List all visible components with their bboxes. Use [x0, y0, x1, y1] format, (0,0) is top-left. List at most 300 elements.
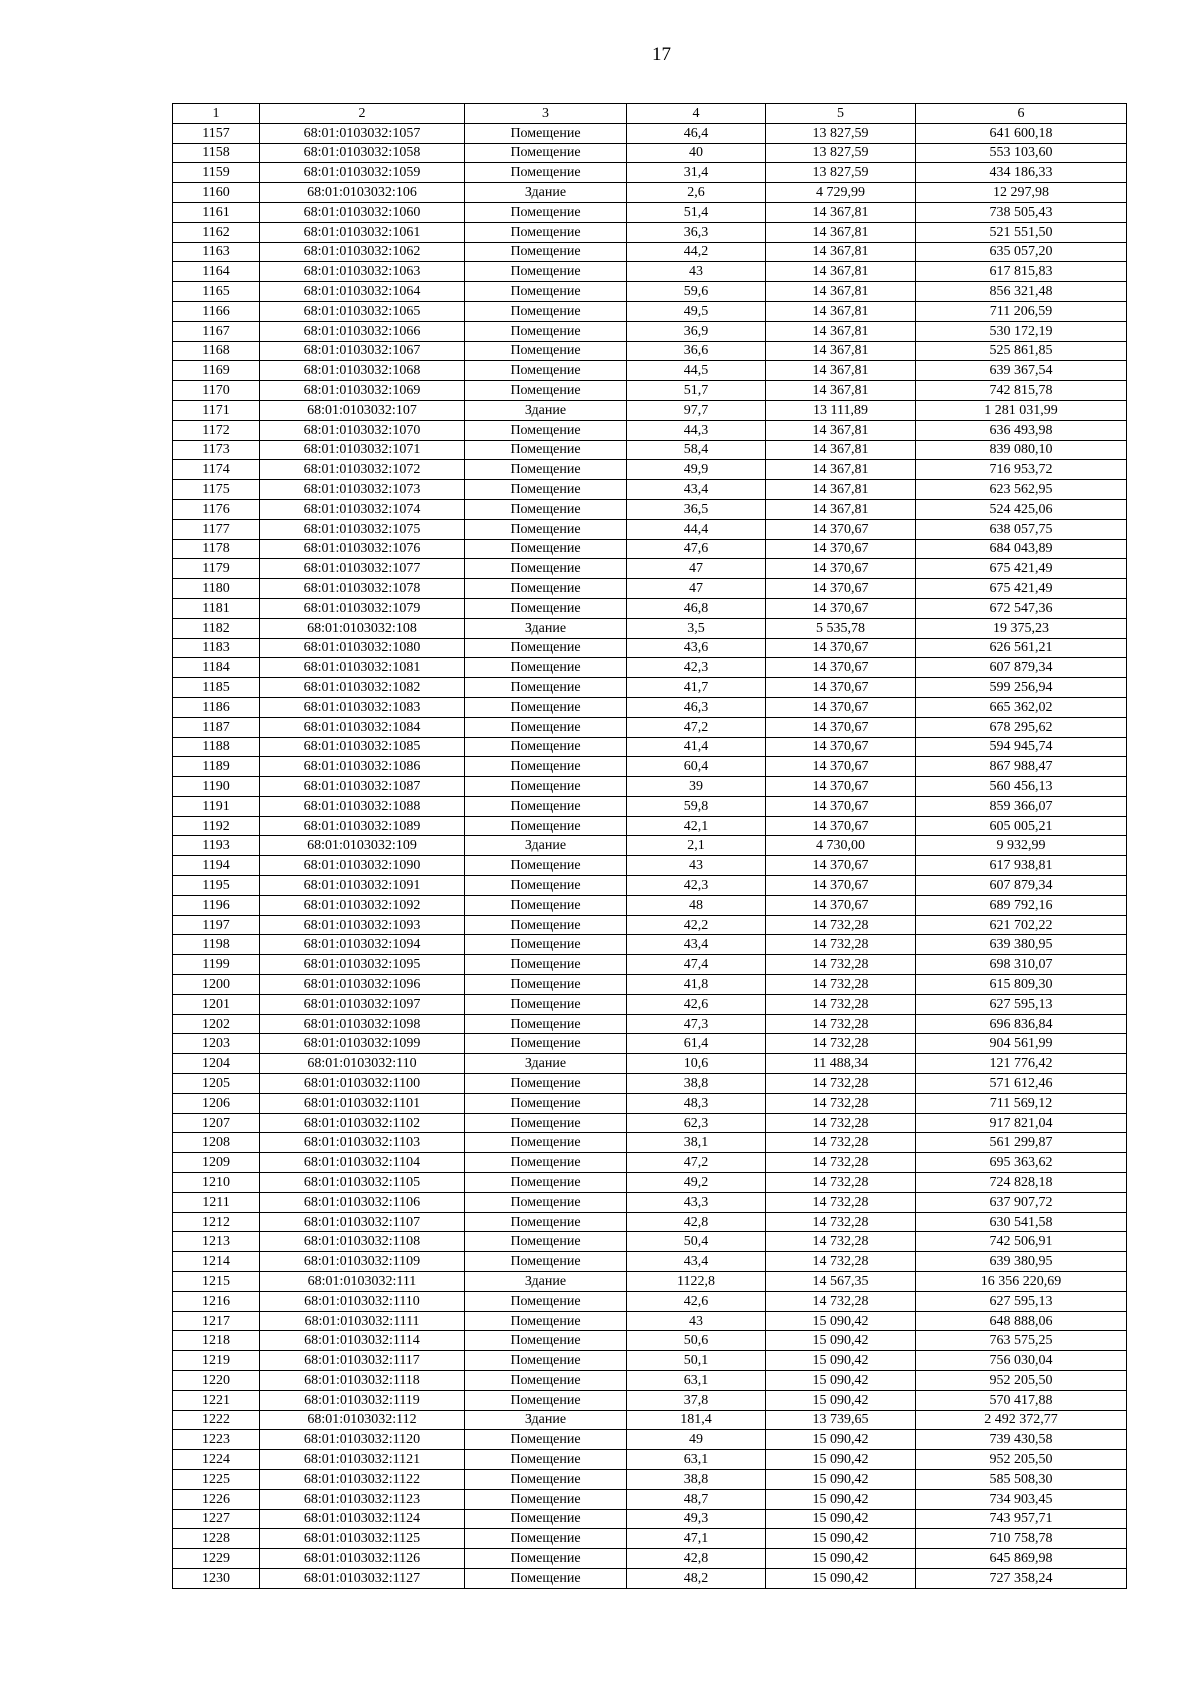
- unit-value-cell: 15 090,42: [766, 1371, 916, 1391]
- cadastral-value-cell: 560 456,13: [916, 777, 1127, 797]
- table-row: [173, 737, 1127, 757]
- cadastral-value-cell: 12 297,98: [916, 183, 1127, 203]
- object-type-cell: Помещение: [465, 262, 627, 282]
- cadastral-value-cell: 9 932,99: [916, 836, 1127, 856]
- object-type-cell: Помещение: [465, 1390, 627, 1410]
- object-type-cell: Помещение: [465, 123, 627, 143]
- object-type-cell: Помещение: [465, 1192, 627, 1212]
- unit-value-cell: 15 090,42: [766, 1509, 916, 1529]
- table-row: [173, 579, 1127, 599]
- table-row: [173, 836, 1127, 856]
- area-cell: 48,3: [627, 1093, 766, 1113]
- cadastral-value-cell: 626 561,21: [916, 638, 1127, 658]
- cadastral-value-cell: 530 172,19: [916, 321, 1127, 341]
- cadastral-number-cell: 68:01:0103032:1076: [260, 539, 465, 559]
- area-cell: 49,3: [627, 1509, 766, 1529]
- unit-value-cell: 14 370,67: [766, 856, 916, 876]
- column-header-6: 6: [916, 104, 1127, 124]
- area-cell: 51,4: [627, 202, 766, 222]
- table-row: [173, 1469, 1127, 1489]
- cadastral-number-cell: 68:01:0103032:1114: [260, 1331, 465, 1351]
- unit-value-cell: 13 111,89: [766, 400, 916, 420]
- object-type-cell: Помещение: [465, 579, 627, 599]
- unit-value-cell: 14 732,28: [766, 1133, 916, 1153]
- cadastral-value-cell: 711 569,12: [916, 1093, 1127, 1113]
- cadastral-number-cell: 68:01:0103032:1109: [260, 1252, 465, 1272]
- area-cell: 47,4: [627, 955, 766, 975]
- table-row: [173, 301, 1127, 321]
- object-type-cell: Помещение: [465, 1153, 627, 1173]
- unit-value-cell: 14 367,81: [766, 341, 916, 361]
- object-type-cell: Помещение: [465, 361, 627, 381]
- unit-value-cell: 14 732,28: [766, 1034, 916, 1054]
- area-cell: 63,1: [627, 1450, 766, 1470]
- table-row: [173, 935, 1127, 955]
- cadastral-number-cell: 68:01:0103032:1123: [260, 1489, 465, 1509]
- cadastral-value-cell: 16 356 220,69: [916, 1272, 1127, 1292]
- unit-value-cell: 5 535,78: [766, 618, 916, 638]
- unit-value-cell: 14 732,28: [766, 1173, 916, 1193]
- cadastral-number-cell: 68:01:0103032:110: [260, 1054, 465, 1074]
- area-cell: 42,8: [627, 1549, 766, 1569]
- unit-value-cell: 14 367,81: [766, 361, 916, 381]
- unit-value-cell: 14 370,67: [766, 895, 916, 915]
- table-row: [173, 1351, 1127, 1371]
- table-row: [173, 1014, 1127, 1034]
- cadastral-value-cell: 952 205,50: [916, 1450, 1127, 1470]
- row-number-cell: 1160: [173, 183, 260, 203]
- object-type-cell: Помещение: [465, 480, 627, 500]
- row-number-cell: 1169: [173, 361, 260, 381]
- unit-value-cell: 14 370,67: [766, 816, 916, 836]
- row-number-cell: 1209: [173, 1153, 260, 1173]
- object-type-cell: Помещение: [465, 341, 627, 361]
- unit-value-cell: 15 090,42: [766, 1549, 916, 1569]
- area-cell: 44,4: [627, 519, 766, 539]
- object-type-cell: Помещение: [465, 598, 627, 618]
- table-row: [173, 1232, 1127, 1252]
- cadastral-number-cell: 68:01:0103032:1127: [260, 1568, 465, 1588]
- table-row: [173, 282, 1127, 302]
- area-cell: 2,6: [627, 183, 766, 203]
- table-row: [173, 598, 1127, 618]
- unit-value-cell: 4 729,99: [766, 183, 916, 203]
- cadastral-value-cell: 734 903,45: [916, 1489, 1127, 1509]
- cadastral-value-cell: 639 380,95: [916, 935, 1127, 955]
- cadastral-number-cell: 68:01:0103032:108: [260, 618, 465, 638]
- object-type-cell: Здание: [465, 183, 627, 203]
- table-row: [173, 796, 1127, 816]
- cadastral-value-cell: 1 281 031,99: [916, 400, 1127, 420]
- area-cell: 43,4: [627, 480, 766, 500]
- object-type-cell: Помещение: [465, 856, 627, 876]
- table-row: [173, 816, 1127, 836]
- unit-value-cell: 14 732,28: [766, 1074, 916, 1094]
- object-type-cell: Помещение: [465, 381, 627, 401]
- cadastral-value-cell: 635 057,20: [916, 242, 1127, 262]
- cadastral-value-cell: 553 103,60: [916, 143, 1127, 163]
- cadastral-number-cell: 68:01:0103032:1083: [260, 697, 465, 717]
- cadastral-value-cell: 645 869,98: [916, 1549, 1127, 1569]
- cadastral-number-cell: 68:01:0103032:1090: [260, 856, 465, 876]
- object-type-cell: Помещение: [465, 1311, 627, 1331]
- area-cell: 47,2: [627, 717, 766, 737]
- table-row: [173, 1331, 1127, 1351]
- object-type-cell: Помещение: [465, 1331, 627, 1351]
- object-type-cell: Помещение: [465, 559, 627, 579]
- unit-value-cell: 13 827,59: [766, 163, 916, 183]
- row-number-cell: 1189: [173, 757, 260, 777]
- area-cell: 3,5: [627, 618, 766, 638]
- row-number-cell: 1161: [173, 202, 260, 222]
- area-cell: 49: [627, 1430, 766, 1450]
- area-cell: 41,4: [627, 737, 766, 757]
- cadastral-value-cell: 856 321,48: [916, 282, 1127, 302]
- cadastral-value-cell: 917 821,04: [916, 1113, 1127, 1133]
- unit-value-cell: 14 370,67: [766, 777, 916, 797]
- cadastral-number-cell: 68:01:0103032:1099: [260, 1034, 465, 1054]
- unit-value-cell: 15 090,42: [766, 1450, 916, 1470]
- unit-value-cell: 14 732,28: [766, 1113, 916, 1133]
- cadastral-value-cell: 524 425,06: [916, 499, 1127, 519]
- object-type-cell: Помещение: [465, 1173, 627, 1193]
- cadastral-number-cell: 68:01:0103032:1105: [260, 1173, 465, 1193]
- unit-value-cell: 14 732,28: [766, 1212, 916, 1232]
- cadastral-number-cell: 68:01:0103032:1098: [260, 1014, 465, 1034]
- table-row: [173, 1549, 1127, 1569]
- object-type-cell: Помещение: [465, 539, 627, 559]
- cadastral-number-cell: 68:01:0103032:1071: [260, 440, 465, 460]
- object-type-cell: Здание: [465, 618, 627, 638]
- cadastral-value-cell: 672 547,36: [916, 598, 1127, 618]
- cadastral-number-cell: 68:01:0103032:1065: [260, 301, 465, 321]
- unit-value-cell: 15 090,42: [766, 1568, 916, 1588]
- row-number-cell: 1229: [173, 1549, 260, 1569]
- cadastral-value-cell: 724 828,18: [916, 1173, 1127, 1193]
- unit-value-cell: 14 370,67: [766, 658, 916, 678]
- cadastral-value-cell: 904 561,99: [916, 1034, 1127, 1054]
- area-cell: 42,8: [627, 1212, 766, 1232]
- row-number-cell: 1191: [173, 796, 260, 816]
- row-number-cell: 1170: [173, 381, 260, 401]
- area-cell: 59,8: [627, 796, 766, 816]
- table-row: [173, 638, 1127, 658]
- row-number-cell: 1187: [173, 717, 260, 737]
- row-number-cell: 1211: [173, 1192, 260, 1212]
- column-header-2: 2: [260, 104, 465, 124]
- cadastral-value-cell: 607 879,34: [916, 876, 1127, 896]
- cadastral-number-cell: 68:01:0103032:1111: [260, 1311, 465, 1331]
- row-number-cell: 1217: [173, 1311, 260, 1331]
- unit-value-cell: 14 732,28: [766, 915, 916, 935]
- row-number-cell: 1195: [173, 876, 260, 896]
- row-number-cell: 1159: [173, 163, 260, 183]
- cadastral-number-cell: 68:01:0103032:1057: [260, 123, 465, 143]
- unit-value-cell: 14 367,81: [766, 262, 916, 282]
- cadastral-number-cell: 68:01:0103032:1121: [260, 1450, 465, 1470]
- unit-value-cell: 11 488,34: [766, 1054, 916, 1074]
- row-number-cell: 1218: [173, 1331, 260, 1351]
- cadastral-number-cell: 68:01:0103032:1064: [260, 282, 465, 302]
- unit-value-cell: 14 367,81: [766, 440, 916, 460]
- object-type-cell: Помещение: [465, 975, 627, 995]
- object-type-cell: Помещение: [465, 420, 627, 440]
- object-type-cell: Помещение: [465, 1351, 627, 1371]
- cadastral-value-cell: 859 366,07: [916, 796, 1127, 816]
- cadastral-value-cell: 711 206,59: [916, 301, 1127, 321]
- cadastral-number-cell: 68:01:0103032:1061: [260, 222, 465, 242]
- row-number-cell: 1206: [173, 1093, 260, 1113]
- table-row: [173, 440, 1127, 460]
- cadastral-number-cell: 68:01:0103032:1096: [260, 975, 465, 995]
- unit-value-cell: 14 732,28: [766, 1232, 916, 1252]
- area-cell: 48,2: [627, 1568, 766, 1588]
- area-cell: 43,4: [627, 1252, 766, 1272]
- row-number-cell: 1208: [173, 1133, 260, 1153]
- unit-value-cell: 14 732,28: [766, 994, 916, 1014]
- cadastral-value-cell: 570 417,88: [916, 1390, 1127, 1410]
- cadastral-value-cell: 627 595,13: [916, 994, 1127, 1014]
- column-header-5: 5: [766, 104, 916, 124]
- row-number-cell: 1176: [173, 499, 260, 519]
- area-cell: 59,6: [627, 282, 766, 302]
- table-row: [173, 1509, 1127, 1529]
- object-type-cell: Помещение: [465, 1529, 627, 1549]
- cadastral-value-cell: 121 776,42: [916, 1054, 1127, 1074]
- cadastral-number-cell: 68:01:0103032:1086: [260, 757, 465, 777]
- object-type-cell: Помещение: [465, 717, 627, 737]
- cadastral-value-cell: 763 575,25: [916, 1331, 1127, 1351]
- object-type-cell: Здание: [465, 1410, 627, 1430]
- table-row: [173, 994, 1127, 1014]
- table-row: [173, 460, 1127, 480]
- unit-value-cell: 14 367,81: [766, 321, 916, 341]
- unit-value-cell: 14 732,28: [766, 955, 916, 975]
- area-cell: 46,8: [627, 598, 766, 618]
- row-number-cell: 1198: [173, 935, 260, 955]
- cadastral-number-cell: 68:01:0103032:1081: [260, 658, 465, 678]
- cadastral-number-cell: 68:01:0103032:1118: [260, 1371, 465, 1391]
- area-cell: 42,1: [627, 816, 766, 836]
- object-type-cell: Помещение: [465, 1568, 627, 1588]
- area-cell: 39: [627, 777, 766, 797]
- table-row: [173, 262, 1127, 282]
- cadastral-number-cell: 68:01:0103032:1070: [260, 420, 465, 440]
- cadastral-value-cell: 678 295,62: [916, 717, 1127, 737]
- table-row: [173, 1133, 1127, 1153]
- area-cell: 43: [627, 1311, 766, 1331]
- object-type-cell: Помещение: [465, 1430, 627, 1450]
- object-type-cell: Помещение: [465, 895, 627, 915]
- table-row: [173, 1113, 1127, 1133]
- table-row: [173, 1529, 1127, 1549]
- area-cell: 50,6: [627, 1331, 766, 1351]
- cadastral-number-cell: 68:01:0103032:1085: [260, 737, 465, 757]
- object-type-cell: Помещение: [465, 1469, 627, 1489]
- table-row: [173, 1093, 1127, 1113]
- row-number-cell: 1158: [173, 143, 260, 163]
- row-number-cell: 1210: [173, 1173, 260, 1193]
- area-cell: 47: [627, 559, 766, 579]
- table-row: [173, 777, 1127, 797]
- table-row: [173, 1390, 1127, 1410]
- column-header-4: 4: [627, 104, 766, 124]
- cadastral-number-cell: 68:01:0103032:1106: [260, 1192, 465, 1212]
- area-cell: 47,1: [627, 1529, 766, 1549]
- cadastral-value-cell: 696 836,84: [916, 1014, 1127, 1034]
- object-type-cell: Помещение: [465, 678, 627, 698]
- cadastral-number-cell: 68:01:0103032:1088: [260, 796, 465, 816]
- row-number-cell: 1221: [173, 1390, 260, 1410]
- area-cell: 63,1: [627, 1371, 766, 1391]
- cadastral-value-cell: 615 809,30: [916, 975, 1127, 995]
- object-type-cell: Помещение: [465, 876, 627, 896]
- cadastral-value-cell: 684 043,89: [916, 539, 1127, 559]
- cadastral-number-cell: 68:01:0103032:107: [260, 400, 465, 420]
- table-row: [173, 697, 1127, 717]
- area-cell: 36,9: [627, 321, 766, 341]
- row-number-cell: 1172: [173, 420, 260, 440]
- unit-value-cell: 14 367,81: [766, 420, 916, 440]
- cadastral-number-cell: 68:01:0103032:1069: [260, 381, 465, 401]
- unit-value-cell: 13 827,59: [766, 143, 916, 163]
- area-cell: 41,7: [627, 678, 766, 698]
- area-cell: 46,4: [627, 123, 766, 143]
- cadastral-value-cell: 585 508,30: [916, 1469, 1127, 1489]
- cadastral-value-cell: 742 506,91: [916, 1232, 1127, 1252]
- row-number-cell: 1165: [173, 282, 260, 302]
- unit-value-cell: 4 730,00: [766, 836, 916, 856]
- cadastral-value-cell: 605 005,21: [916, 816, 1127, 836]
- area-cell: 44,3: [627, 420, 766, 440]
- table-row: [173, 1568, 1127, 1588]
- table-row: [173, 1252, 1127, 1272]
- unit-value-cell: 14 732,28: [766, 935, 916, 955]
- area-cell: 43,6: [627, 638, 766, 658]
- area-cell: 36,5: [627, 499, 766, 519]
- unit-value-cell: 14 732,28: [766, 1093, 916, 1113]
- table-row: [173, 658, 1127, 678]
- table-row: [173, 1371, 1127, 1391]
- row-number-cell: 1183: [173, 638, 260, 658]
- row-number-cell: 1222: [173, 1410, 260, 1430]
- cadastral-number-cell: 68:01:0103032:1119: [260, 1390, 465, 1410]
- cadastral-value-cell: 561 299,87: [916, 1133, 1127, 1153]
- object-type-cell: Помещение: [465, 1014, 627, 1034]
- area-cell: 43: [627, 856, 766, 876]
- cadastral-value-cell: 952 205,50: [916, 1371, 1127, 1391]
- table-row: [173, 143, 1127, 163]
- row-number-cell: 1201: [173, 994, 260, 1014]
- row-number-cell: 1168: [173, 341, 260, 361]
- unit-value-cell: 13 827,59: [766, 123, 916, 143]
- column-header-1: 1: [173, 104, 260, 124]
- object-type-cell: Помещение: [465, 955, 627, 975]
- unit-value-cell: 15 090,42: [766, 1529, 916, 1549]
- table-row: [173, 1034, 1127, 1054]
- object-type-cell: Помещение: [465, 1509, 627, 1529]
- row-number-cell: 1180: [173, 579, 260, 599]
- cadastral-value-cell: 639 380,95: [916, 1252, 1127, 1272]
- object-type-cell: Помещение: [465, 222, 627, 242]
- area-cell: 97,7: [627, 400, 766, 420]
- row-number-cell: 1174: [173, 460, 260, 480]
- cadastral-value-cell: 738 505,43: [916, 202, 1127, 222]
- row-number-cell: 1181: [173, 598, 260, 618]
- cadastral-value-cell: 594 945,74: [916, 737, 1127, 757]
- table-row: [173, 618, 1127, 638]
- object-type-cell: Здание: [465, 400, 627, 420]
- row-number-cell: 1192: [173, 816, 260, 836]
- cadastral-value-cell: 675 421,49: [916, 579, 1127, 599]
- row-number-cell: 1167: [173, 321, 260, 341]
- cadastral-value-cell: 627 595,13: [916, 1291, 1127, 1311]
- table-row: [173, 1489, 1127, 1509]
- cadastral-value-cell: 636 493,98: [916, 420, 1127, 440]
- row-number-cell: 1179: [173, 559, 260, 579]
- cadastral-number-cell: 68:01:0103032:1072: [260, 460, 465, 480]
- registry-table: [172, 103, 1127, 1589]
- object-type-cell: Помещение: [465, 163, 627, 183]
- unit-value-cell: 14 370,67: [766, 678, 916, 698]
- cadastral-number-cell: 68:01:0103032:1095: [260, 955, 465, 975]
- unit-value-cell: 15 090,42: [766, 1489, 916, 1509]
- cadastral-value-cell: 689 792,16: [916, 895, 1127, 915]
- unit-value-cell: 14 732,28: [766, 1291, 916, 1311]
- cadastral-number-cell: 68:01:0103032:1062: [260, 242, 465, 262]
- object-type-cell: Помещение: [465, 796, 627, 816]
- object-type-cell: Помещение: [465, 1489, 627, 1509]
- object-type-cell: Помещение: [465, 697, 627, 717]
- row-number-cell: 1199: [173, 955, 260, 975]
- row-number-cell: 1190: [173, 777, 260, 797]
- unit-value-cell: 15 090,42: [766, 1430, 916, 1450]
- object-type-cell: Помещение: [465, 935, 627, 955]
- table-row: [173, 361, 1127, 381]
- row-number-cell: 1214: [173, 1252, 260, 1272]
- area-cell: 51,7: [627, 381, 766, 401]
- object-type-cell: Помещение: [465, 1212, 627, 1232]
- page-number: 17: [652, 44, 671, 65]
- unit-value-cell: 15 090,42: [766, 1311, 916, 1331]
- row-number-cell: 1188: [173, 737, 260, 757]
- object-type-cell: Помещение: [465, 1291, 627, 1311]
- cadastral-number-cell: 68:01:0103032:1058: [260, 143, 465, 163]
- unit-value-cell: 14 370,67: [766, 717, 916, 737]
- unit-value-cell: 14 370,67: [766, 539, 916, 559]
- table-row: [173, 381, 1127, 401]
- row-number-cell: 1166: [173, 301, 260, 321]
- object-type-cell: Помещение: [465, 1232, 627, 1252]
- area-cell: 42,6: [627, 994, 766, 1014]
- row-number-cell: 1227: [173, 1509, 260, 1529]
- table-row: [173, 975, 1127, 995]
- cadastral-value-cell: 675 421,49: [916, 559, 1127, 579]
- object-type-cell: Помещение: [465, 638, 627, 658]
- area-cell: 40: [627, 143, 766, 163]
- row-number-cell: 1175: [173, 480, 260, 500]
- row-number-cell: 1197: [173, 915, 260, 935]
- area-cell: 43,4: [627, 935, 766, 955]
- row-number-cell: 1202: [173, 1014, 260, 1034]
- area-cell: 37,8: [627, 1390, 766, 1410]
- row-number-cell: 1226: [173, 1489, 260, 1509]
- table-row: [173, 915, 1127, 935]
- cadastral-value-cell: 623 562,95: [916, 480, 1127, 500]
- area-cell: 42,6: [627, 1291, 766, 1311]
- row-number-cell: 1163: [173, 242, 260, 262]
- row-number-cell: 1223: [173, 1430, 260, 1450]
